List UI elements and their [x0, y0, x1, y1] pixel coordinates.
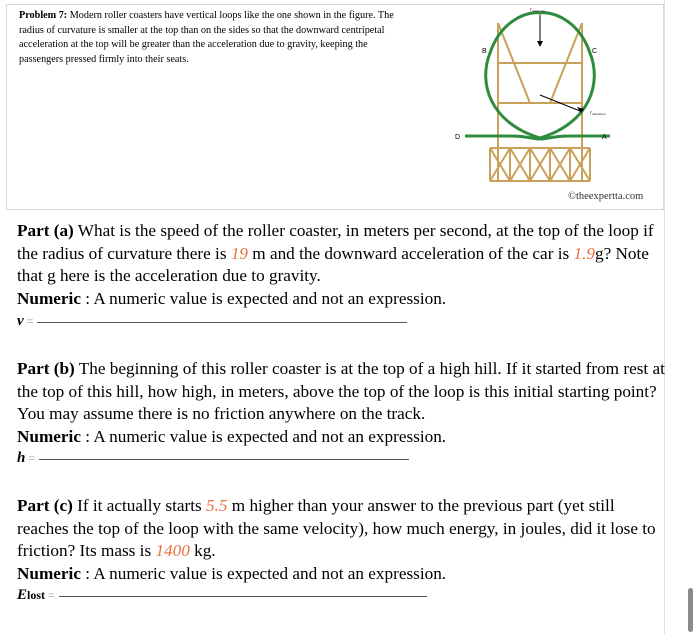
part-a-answer-var: v	[17, 313, 24, 329]
point-b-label: B	[482, 48, 487, 55]
scrollbar[interactable]	[688, 588, 693, 632]
part-b-answer-row	[17, 450, 409, 467]
part-c-numeric-text: : A numeric value is expected and not an expression.	[80, 563, 447, 583]
roller-coaster-figure	[450, 3, 630, 185]
part-a-answer-eq: =	[26, 314, 34, 328]
part-c-answer-eq: =	[48, 588, 55, 602]
part-c-extra-height: 5.5	[206, 496, 228, 515]
problem-text: Modern roller coasters have vertical loops like the one shown in the figure. The radius of curvature is smaller at the top than on the sides so that the downward centripetal acceleration at the top will be greater than the acceleration due to gravity, keeping the passengers pressed firmly into their seats.	[19, 10, 394, 65]
label-r-minimum: $r_{minimum}$	[530, 8, 545, 13]
part-a-numeric-text: : A numeric value is expected and not an expression.	[80, 288, 447, 308]
part-b-answer-eq: =	[28, 451, 36, 465]
point-a-label: A	[602, 134, 607, 141]
point-d-label: D	[455, 134, 461, 141]
part-b-numeric-label: Numeric	[17, 426, 81, 446]
r-min-arrowhead	[537, 41, 543, 47]
part-a-text-1: What is the speed of the roller coaster, in meters per second, at the top of the loop if the radius of curvature there is	[17, 221, 654, 263]
part-a-question	[17, 220, 667, 310]
part-a-answer-row	[17, 313, 407, 330]
problem-statement	[19, 9, 411, 67]
part-b-answer-input[interactable]	[39, 458, 409, 460]
part-b-question	[17, 358, 667, 448]
part-a-label: Part (a)	[17, 221, 74, 240]
part-c-numeric-label: Numeric	[17, 563, 81, 583]
part-a-text-2: m and the downward acceleration of the car is	[248, 243, 574, 263]
point-c-label: C	[592, 48, 598, 55]
part-c-answer-row	[17, 587, 427, 604]
copyright-notice: ©theexpertta.com	[568, 191, 644, 202]
part-a-accel: 1.9	[573, 243, 595, 263]
part-b-text: The beginning of this roller coaster is at the top of a high hill. If it started from rest at the top of this hill, how high, in meters, above the top of the loop is this initial starting point? You may assume there is no friction anywhere on the track.	[17, 359, 665, 424]
part-b-numeric-text: : A numeric value is expected and not an expression.	[80, 426, 447, 446]
part-b-answer-var: h	[17, 450, 26, 466]
part-c-text-3: kg.	[189, 541, 216, 561]
part-c-answer-input[interactable]	[59, 595, 427, 597]
part-c-answer-sub: lost	[27, 588, 46, 602]
part-c-answer-var: E	[17, 587, 28, 603]
part-c-text-2: m higher than your answer to the previous part (yet still reaches the top of the loop with the same velocity), how much energy, in joules, did it lose to friction? Its mass is	[17, 496, 656, 561]
part-c-mass: 1400	[155, 541, 190, 561]
part-b-label: Part (b)	[17, 359, 75, 378]
part-a-radius: 19	[230, 243, 248, 263]
part-c-label: Part (c)	[17, 496, 73, 515]
problem-label: Problem 7:	[19, 10, 68, 21]
part-a-text-3: g? Note that g here is the acceleration due to gravity.	[17, 243, 649, 286]
label-r-maximum: $r_{maximum}$	[590, 111, 606, 116]
part-a-numeric-label: Numeric	[17, 288, 81, 308]
part-c-question	[17, 495, 667, 585]
part-c-text-1: If it actually starts	[72, 496, 206, 515]
part-a-answer-input[interactable]	[37, 321, 407, 323]
